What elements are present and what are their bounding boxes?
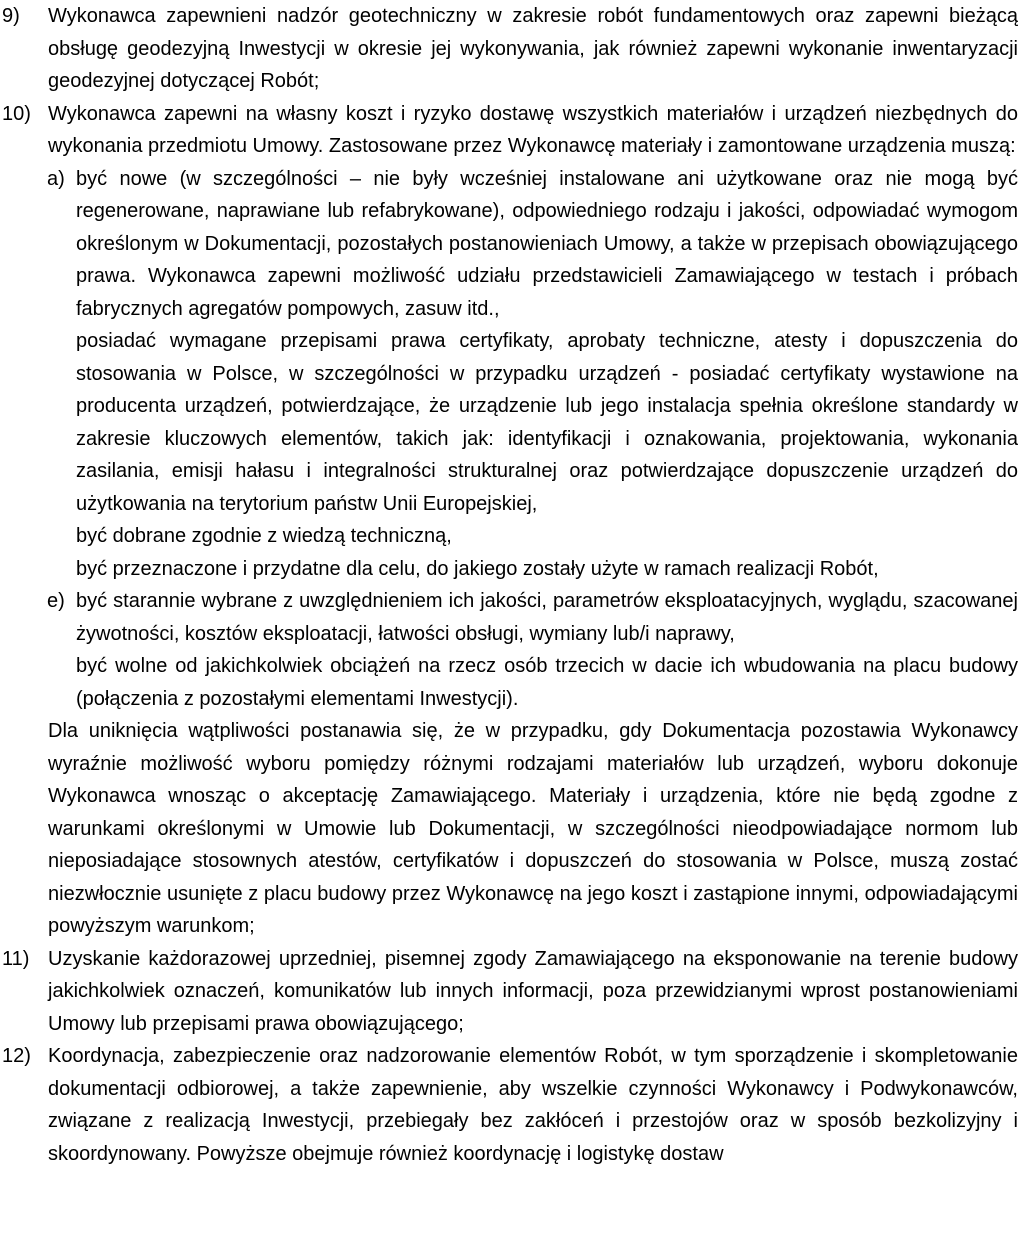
- subitem-text: być dobrane zgodnie z wiedzą techniczną,: [76, 525, 452, 547]
- subitem-text: być wolne od jakichkolwiek obciążeń na rzecz osób trzecich w dacie ich wbudowania na placu budowy (połączenia z pozostałymi elementami Inwestycji).: [76, 655, 1018, 710]
- item-text: Koordynacja, zabezpieczenie oraz nadzorowanie elementów Robót, w tym sporządzenie i skompletowanie dokumentacji odbiorowej, a także zapewnienie, aby wszelkie czynności Wykonawcy i Podwykonawców, związane z realizacją Inwestycji, przebiegały bez zakłóceń i przestojów oraz w sposób bezkolizyjny i skoordynowany. Powyższe obejmuje również koordynację i logistykę dostaw: [48, 1045, 1018, 1165]
- list-item-10: [0, 98, 1024, 163]
- subitem-e: [0, 585, 1024, 650]
- list-item-11: [0, 943, 1024, 1041]
- item-number: 10): [2, 102, 31, 125]
- subitem-d: [0, 553, 1024, 586]
- subitem-text: być starannie wybrane z uwzględnieniem ich jakości, parametrów eksploatacyjnych, wyglądu, szacowanej żywotności, kosztów eksploatacji, łatwości obsługi, wymiany lub/i naprawy,: [76, 590, 1018, 645]
- subitem-f: [0, 650, 1024, 715]
- subitem-b: [0, 325, 1024, 520]
- subitem-text: być nowe (w szczególności – nie były wcześniej instalowane ani użytkowane oraz nie mogą być regenerowane, naprawiane lub refabrykowane), odpowiedniego rodzaju i jakości, odpowiadać wymogom określonym w Dokumentacji, pozostałych postanowieniach Umowy, a także w przepisach obowiązującego prawa. Wykonawca zapewni możliwość udziału przedstawicieli Zamawiającego w testach i próbach fabrycznych agregatów pompowych, zasuw itd.,: [76, 167, 1018, 320]
- item-number: 9): [2, 5, 20, 27]
- list-item-12: [0, 1040, 1024, 1170]
- list-item-9: [0, 0, 1024, 98]
- item-number: 12): [2, 1045, 31, 1067]
- item-number: 11): [2, 947, 30, 970]
- closing-paragraph: Dla uniknięcia wątpliwości postanawia się, że w przypadku, gdy Dokumentacja pozostawia Wykonawcy wyraźnie możliwość wyboru pomiędzy różnymi rodzajami materiałów lub urządzeń, wyboru dokonuje Wykonawca wnosząc o akceptację Zamawiającego. Materiały i urządzenia, które nie będą zgodne z warunkami określonymi w Umowie lub Dokumentacji, w szczególności nieodpowiadające normom lub nieposiadające stosownych atestów, certyfikatów i dopuszczeń do stosowania w Polsce, muszą zostać niezwłocznie usunięte z placu budowy przez Wykonawcę na jego koszt i zastąpione innymi, odpowiadającymi powyższym warunkom;: [48, 720, 1018, 937]
- item-text: Wykonawca zapewni na własny koszt i ryzyko dostawę wszystkich materiałów i urządzeń niezbędnych do wykonania przedmiotu Umowy. Zastosowane przez Wykonawcę materiały i zamontowane urządzenia muszą:: [48, 102, 1018, 157]
- item-text: Uzyskanie każdorazowej uprzedniej, pisemnej zgody Zamawiającego na eksponowanie na terenie budowy jakichkolwiek oznaczeń, komunikatów lub innych informacji, poza przewidzianymi wprost postanowieniami Umowy lub przepisami prawa obowiązującego;: [48, 947, 1018, 1035]
- subitem-c: [0, 520, 1024, 553]
- subitem-a: [0, 163, 1024, 326]
- subitem-text: być przeznaczone i przydatne dla celu, do jakiego zostały użyte w ramach realizacji Robót,: [76, 557, 879, 580]
- subitem-text: posiadać wymagane przepisami prawa certyfikaty, aprobaty techniczne, atesty i dopuszczenia do stosowania w Polsce, w szczególności w przypadku urządzeń - posiadać certyfikaty wystawione na producenta urządzeń, potwierdzające, że urządzenie lub jego instalacja spełnia określone standardy w zakresie kluczowych elementów, takich jak: identyfikacji i oznakowania, projektowania, wykonania zasilania, emisji hałasu i integralności strukturalnej oraz potwierdzające dopuszczenie urządzeń do użytkowania na terytorium państw Unii Europejskiej,: [76, 330, 1018, 515]
- item-text: Wykonawca zapewnieni nadzór geotechniczny w zakresie robót fundamentowych oraz zapewni bieżącą obsługę geodezyjną Inwestycji w okresie jej wykonywania, jak również zapewni wykonanie inwentaryzacji geodezyjnej dotyczącej Robót;: [48, 5, 1018, 92]
- subitem-letter: e): [47, 590, 65, 612]
- subitem-letter: a): [47, 167, 65, 190]
